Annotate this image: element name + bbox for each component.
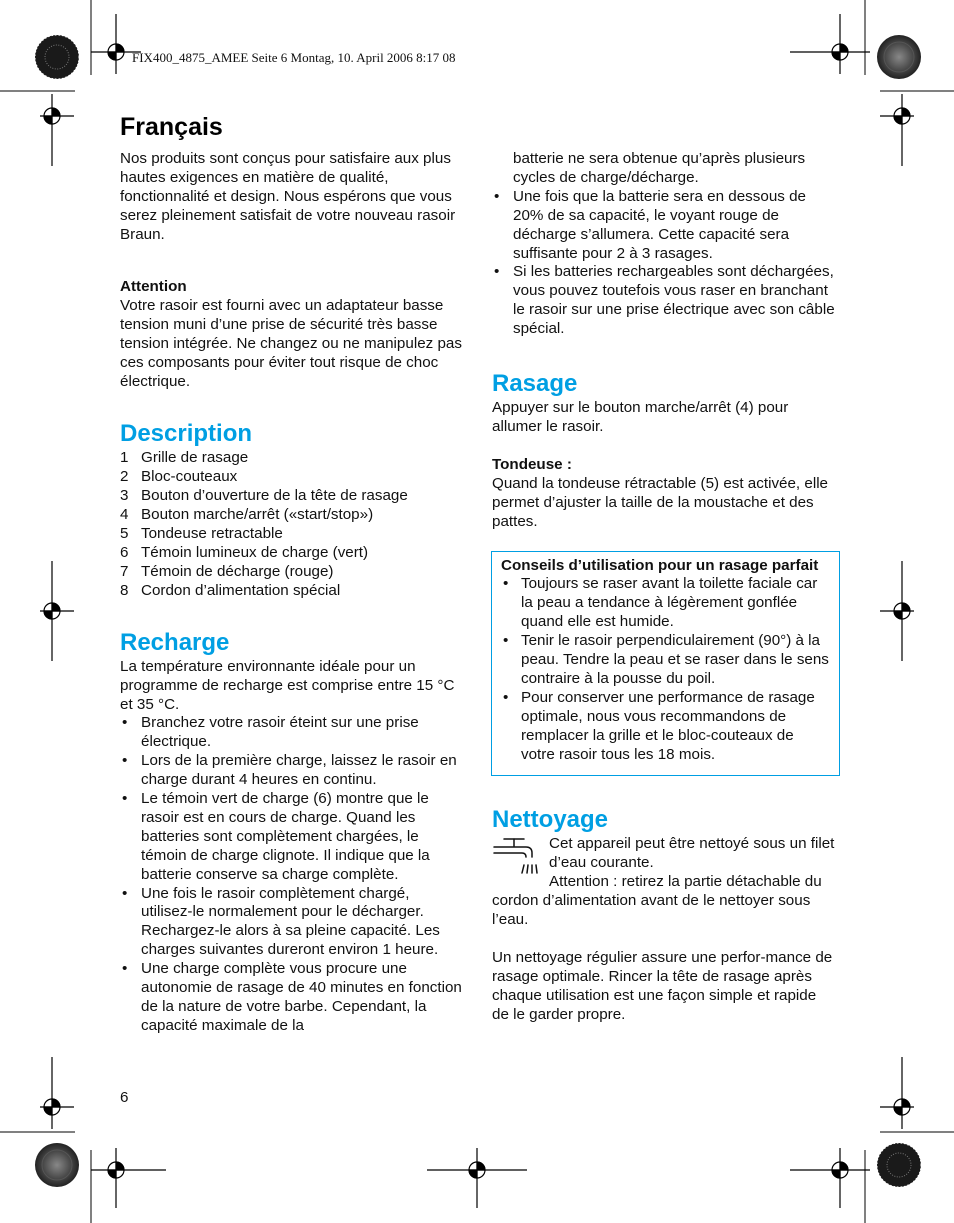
nettoyage-text-2: Un nettoyage régulier assure une perfor-mance de rasage optimale. Rincer la tête de rasage après chaque utilisation est une façon simple et rapide de le garder propre. (492, 949, 833, 1023)
water-tap-icon (492, 837, 538, 877)
attention-heading: Attention (120, 278, 187, 295)
nettoyage-warning-line (492, 873, 837, 930)
list-item: 6 Témoin lumineux de charge (vert) (120, 543, 369, 561)
nettoyage-warning: Attention : retirez la partie détachable du cordon d’alimentation avant de le nettoyer sous l’eau. (492, 873, 822, 929)
list-item: 4 Bouton marche/arrêt («start/stop») (120, 506, 374, 524)
list-item: • Tenir le rasoir perpendiculairement (90°) à la peau. Tendre la peau et se raser dans le sens contraire à la pousse du poil. (501, 632, 830, 689)
list-item: • Lors de la première charge, laissez le rasoir en charge durant 4 heures en continu. (120, 752, 465, 790)
list-item: • Pour conserver une performance de rasage optimale, nous vous recommandons de remplacer la grille et le bloc-couteaux de votre rasoir tous les 18 mois. (501, 689, 830, 765)
intro-paragraph: Nos produits sont conçus pour satisfaire aux plus hautes exigences en matière de qualité, fonctionnalité et design. Nous espérons que vous serez pleinement satisfait de votre nouveau rasoir Braun. (120, 150, 456, 243)
list-item: 2 Bloc-couteaux (120, 468, 238, 486)
list-item: • Une fois que la batterie sera en dessous de 20% de sa capacité, le voyant rouge de décharge s’allumera. Cette capacité sera suffisante pour 2 à 3 rasages. (492, 188, 837, 264)
page-number: 6 (120, 1089, 129, 1106)
left-column (120, 150, 465, 1036)
list-item: • Si les batteries rechargeables sont déchargées, vous pouvez toutefois vous raser en branchant le rasoir sur une prise électrique avec son câble spécial. (492, 263, 837, 339)
rasage-heading: Rasage (492, 370, 578, 398)
list-item: • Le témoin vert de charge (6) montre que le rasoir est en cours de charge. Quand les batteries sont complètement chargées, le témoin de charge clignote. Il indique que la batterie conserve sa charge complète. (120, 790, 465, 885)
list-item: • Toujours se raser avant la toilette faciale car la peau a tendance à légèrement gonflée quand elle est humide. (501, 575, 830, 632)
tondeuse-heading: Tondeuse : (492, 455, 572, 473)
recharge-intro: La température environnante idéale pour un programme de recharge est comprise entre 15 °C et 35 °C. (120, 657, 455, 713)
attention-text: Votre rasoir est fourni avec un adaptateur basse tension muni d’une prise de sécurité très basse tension intégrée. Ne changez ou ne manipulez pas ces composants pour éviter tout risque de choc électrique. (120, 296, 462, 390)
recharge-heading: Recharge (120, 628, 230, 656)
description-list (120, 449, 465, 600)
description-heading: Description (120, 420, 253, 448)
list-item: 8 Cordon d’alimentation spécial (120, 581, 341, 599)
tips-box (491, 551, 840, 777)
list-item: 3 Bouton d’ouverture de la tête de rasage (120, 487, 408, 505)
list-item: 5 Tondeuse retractable (120, 525, 283, 543)
recharge-bullets-right (492, 188, 837, 339)
nettoyage-block (492, 835, 837, 930)
rasage-text: Appuyer sur le bouton marche/arrêt (4) pour allumer le rasoir. (492, 399, 789, 435)
recharge-continuation: batterie ne sera obtenue qu’après plusieurs cycles de charge/décharge. (513, 150, 806, 186)
tips-bullets (501, 575, 830, 764)
list-item: • Une charge complète vous procure une autonomie de rasage de 40 minutes en fonction de la nature de votre barbe. Cependant, la capacité maximale de la (120, 960, 465, 1036)
right-column (492, 150, 837, 1025)
list-item: • Branchez votre rasoir éteint sur une prise électrique. (120, 714, 465, 752)
list-item: 1 Grille de rasage (120, 449, 249, 467)
nettoyage-text: Cet appareil peut être nettoyé sous un filet d’eau courante. (549, 835, 835, 872)
print-slug: FIX400_4875_AMEE Seite 6 Montag, 10. April 2006 8:17 08 (132, 50, 456, 65)
nettoyage-heading: Nettoyage (492, 806, 609, 834)
recharge-bullets (120, 714, 465, 1035)
page-title: Français (120, 113, 223, 141)
list-item: • Une fois le rasoir complètement chargé, utilisez-le normalement pour le décharger. Rechargez-le alors à sa pleine capacité. Les charges suivantes dureront environ 1 heure. (120, 885, 465, 961)
tondeuse-text: Quand la tondeuse rétractable (5) est activée, elle permet d’ajuster la taille de la moustache et des pattes. (492, 474, 829, 530)
list-item: 7 Témoin de décharge (rouge) (120, 562, 334, 580)
tips-heading: Conseils d’utilisation pour un rasage parfait (501, 556, 819, 574)
